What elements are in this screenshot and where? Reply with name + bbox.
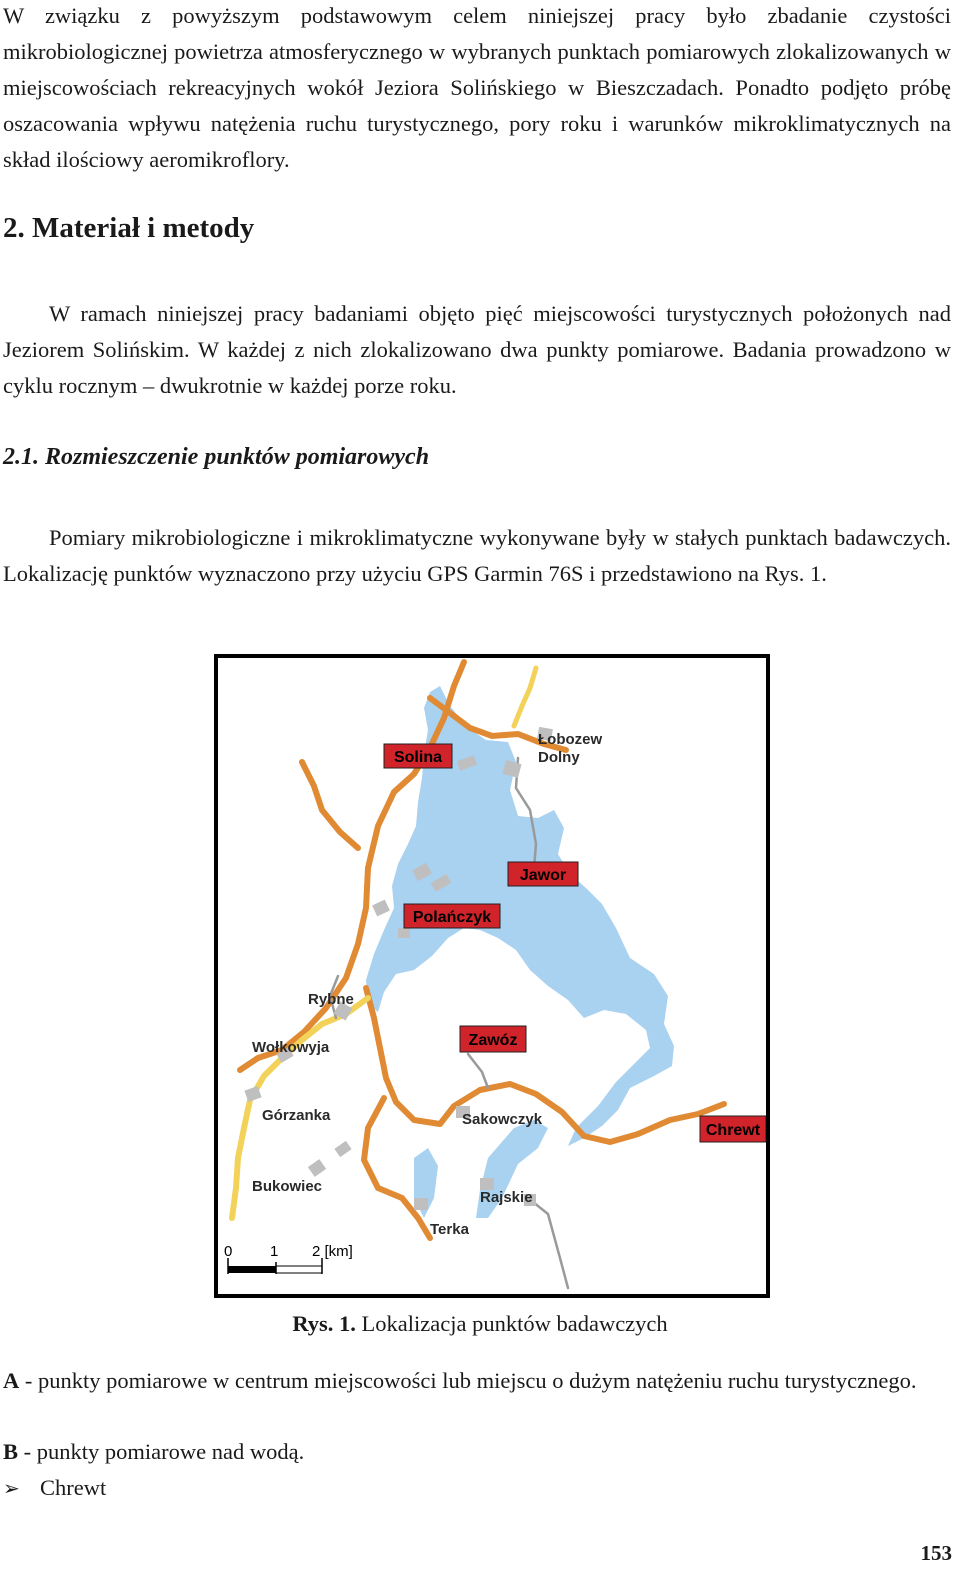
- map-town-sakowczyk: Sakowczyk: [462, 1111, 543, 1128]
- lake-solina-map: [214, 654, 770, 1298]
- map-label-polanczyk: [404, 904, 500, 928]
- svg-text:Polańczyk: Polańczyk: [412, 909, 492, 926]
- intro-paragraph: W związku z powyższym podstawowym celem niniejszej pracy było zbadanie czystości mikrobiologicznej powietrza atmosferycznego w wybranych punktach pomiarowych zlokalizowanych w miejscowościach rekreacyjnych wokół Jeziora Solińskiego w Bieszczadach. Ponadto podjęto próbę oszacowania wpływu natężenia ruchu turystycznego, pory roku i warunków mikroklimatycznych na skład ilościowy aeromikroflory.: [3, 3, 951, 172]
- section-heading-materials: 2. Materiał i metody: [3, 212, 255, 244]
- map-graphic: [218, 658, 766, 1294]
- map-town-terka: Terka: [430, 1221, 469, 1238]
- scale-tick-2: 2 [km]: [312, 1243, 353, 1260]
- page-number: 153: [920, 1541, 952, 1565]
- map-town-wolkowyja: Wołkowyja: [252, 1039, 330, 1056]
- map-town-gorzanka: Górzanka: [262, 1107, 331, 1124]
- scale-tick-1: 1: [270, 1243, 279, 1260]
- map-label-chrewt: [700, 1116, 766, 1142]
- map-town-lobozew: Łobozew: [538, 731, 603, 748]
- methods-paragraph: W ramach niniejszej pracy badaniami objęto pięć miejscowości turystycznych położonych nad Jeziorem Solińskim. W każdej z nich zlokalizowano dwa punkty pomiarowe. Badania prowadzono w cyklu rocznym – dwukrotnie w każdej porze roku.: [3, 301, 951, 398]
- svg-text:Jawor: Jawor: [519, 867, 567, 884]
- map-label-zawoz: [460, 1026, 526, 1052]
- map-town-dolny: Dolny: [538, 749, 580, 766]
- minor-road-3: [528, 1198, 568, 1288]
- map-town-rajskie: Rajskie: [480, 1189, 533, 1206]
- main-road-west: [302, 762, 358, 848]
- arrow-bullet-icon: ➢: [3, 1476, 20, 1500]
- bullet-text: Chrewt: [40, 1475, 107, 1500]
- legend-b-key: B: [3, 1439, 19, 1464]
- svg-text:Solina: Solina: [393, 749, 443, 766]
- legend-a-key: A: [3, 1368, 20, 1393]
- svg-text:Zawóz: Zawóz: [468, 1032, 518, 1049]
- figure-label: Rys. 1.: [292, 1311, 356, 1336]
- bullet-item: [3, 1470, 106, 1506]
- map-label-jawor: [508, 862, 578, 886]
- legend-a-text: - punkty pomiarowe w centrum miejscowości lub miejscu o dużym natężeniu ruchu turystycznego.: [19, 1368, 917, 1393]
- map-label-solina: [384, 744, 452, 768]
- local-road-north: [514, 668, 536, 726]
- svg-text:Chrewt: Chrewt: [705, 1122, 761, 1139]
- subsection-heading-points: 2.1. Rozmieszczenie punktów pomiarowych: [3, 444, 430, 470]
- minor-road-2: [468, 1054, 488, 1088]
- points-paragraph: Pomiary mikrobiologiczne i mikroklimatyczne wykonywane były w stałych punktach badawczych. Lokalizację punktów wyznaczono przy użyciu GPS Garmin 76S i przedstawiono na Rys. 1.: [3, 525, 951, 586]
- figure-caption: [0, 1306, 960, 1342]
- legend-b: [3, 1434, 951, 1470]
- map-town-bukowiec: Bukowiec: [252, 1178, 323, 1195]
- map-town-rybne: Rybne: [308, 991, 354, 1008]
- legend-b-text: - punkty pomiarowe nad wodą.: [18, 1439, 305, 1464]
- legend-a: [3, 1363, 951, 1399]
- map-scale-bar: [224, 1243, 353, 1274]
- scale-tick-0: 0: [224, 1243, 233, 1260]
- figure-title: Lokalizacja punktów badawczych: [361, 1311, 668, 1336]
